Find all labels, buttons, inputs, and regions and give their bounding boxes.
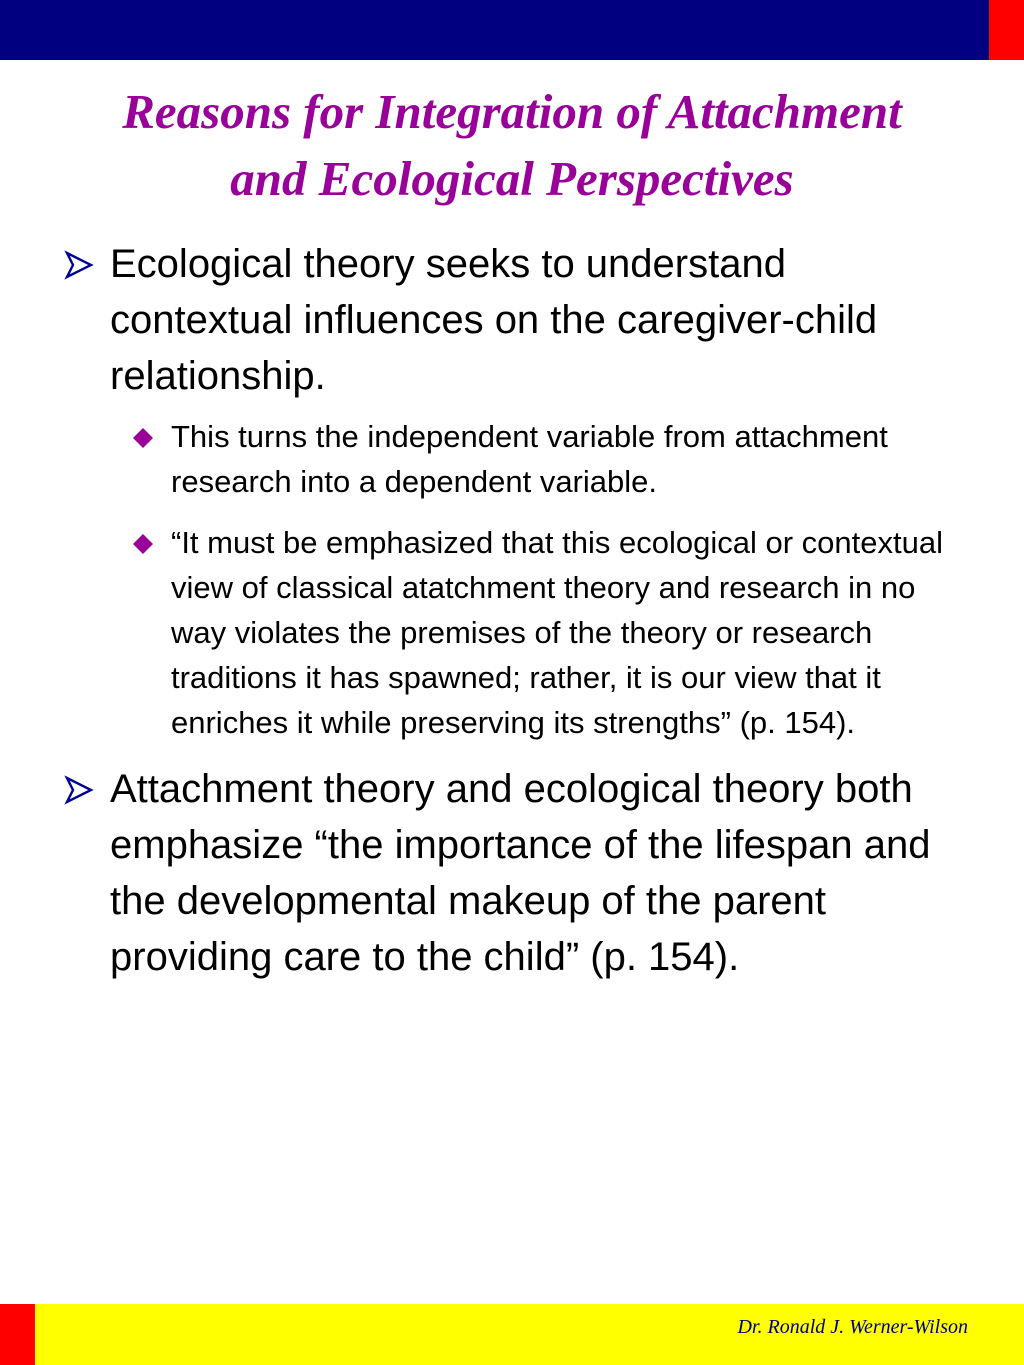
arrowhead-bullet-icon <box>64 775 94 805</box>
sub-bullet-item <box>130 414 951 504</box>
bullet-list <box>64 236 964 995</box>
top-accent-block <box>989 0 1024 60</box>
title-line-2: and Ecological Perspectives <box>230 151 794 206</box>
diamond-bullet-icon <box>132 533 154 555</box>
top-banner-bar <box>0 0 989 60</box>
sub-bullet-text: “It must be emphasized that this ecological or contextual view of classical atatchment theory and research in no way violates the premises of the theory or research traditions it has spawned; rather, it is our view that it enriches it while preserving its strengths” (p. 154). <box>171 525 943 740</box>
bullet-item <box>64 236 964 404</box>
arrowhead-bullet-icon <box>64 250 94 280</box>
sub-bullet-text: This turns the independent variable from attachment research into a dependent variable. <box>171 419 888 499</box>
bullet-text: Ecological theory seeks to understand contextual influences on the caregiver-child relationship. <box>110 242 878 398</box>
diamond-bullet-icon <box>132 427 154 449</box>
author-footer: Dr. Ronald J. Werner-Wilson <box>737 1316 968 1338</box>
bullet-item <box>64 761 964 985</box>
title-line-1: Reasons for Integration of Attachment <box>122 84 902 139</box>
bullet-text: Attachment theory and ecological theory both emphasize “the importance of the lifespan and the developmental makeup of the parent providing care to the child” (p. 154). <box>110 767 931 979</box>
slide-title <box>30 78 994 212</box>
sub-bullet-item <box>130 520 951 745</box>
bottom-accent-block <box>0 1304 35 1365</box>
